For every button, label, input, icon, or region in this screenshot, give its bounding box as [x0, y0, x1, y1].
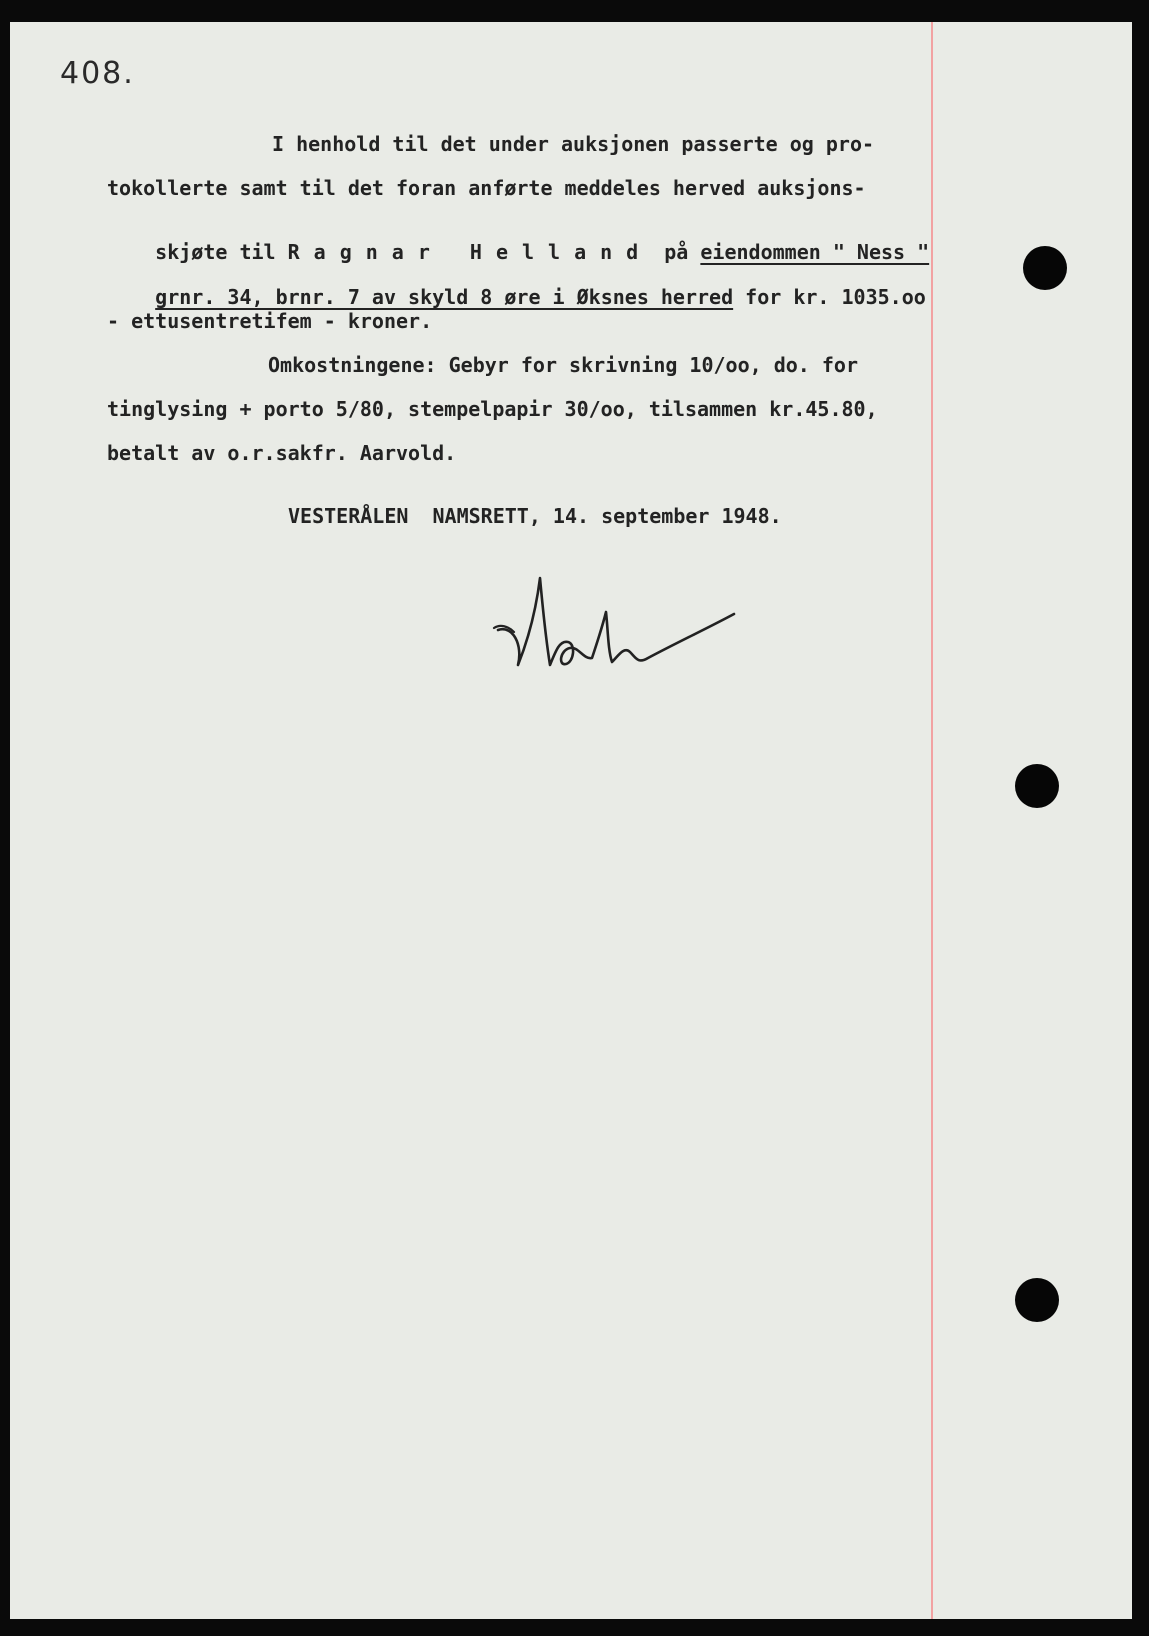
text-line-1: I henhold til det under auksjonen passerte og pro-: [272, 132, 875, 156]
property-description: grnr. 34, brnr. 7 av skyld 8 øre i Øksnes herred: [155, 285, 734, 309]
court-date-line: VESTERÅLEN NAMSRETT, 14. september 1948.: [288, 504, 782, 528]
punch-hole-bottom: [1015, 1278, 1059, 1322]
text-line-6: Omkostningene: Gebyr for skrivning 10/oo, do. for: [268, 353, 859, 377]
text-line-8: betalt av o.r.sakfr. Aarvold.: [107, 441, 457, 465]
text-line-7: tinglysing + porto 5/80, stempelpapir 30/oo, tilsammen kr.45.80,: [107, 397, 878, 421]
property-name: eiendommen " Ness ": [700, 240, 930, 264]
text-line-5: - ettusentretifem - kroner.: [107, 309, 433, 333]
margin-rule: [931, 22, 933, 1619]
text-line-2: tokollerte samt til det foran anførte meddeles herved auksjons-: [107, 176, 866, 200]
punch-hole-top: [1023, 246, 1067, 290]
price-amount: for kr. 1035.oo: [733, 285, 926, 309]
buyer-name: Ragnar Helland: [287, 240, 653, 264]
handwritten-signature: [488, 570, 748, 690]
punch-hole-middle: [1015, 764, 1059, 808]
document-page: [10, 22, 1132, 1619]
page-number: 408.: [60, 56, 135, 91]
text-line-3-start: skjøte til: [155, 240, 288, 264]
text-line-3-mid: på: [652, 240, 701, 264]
